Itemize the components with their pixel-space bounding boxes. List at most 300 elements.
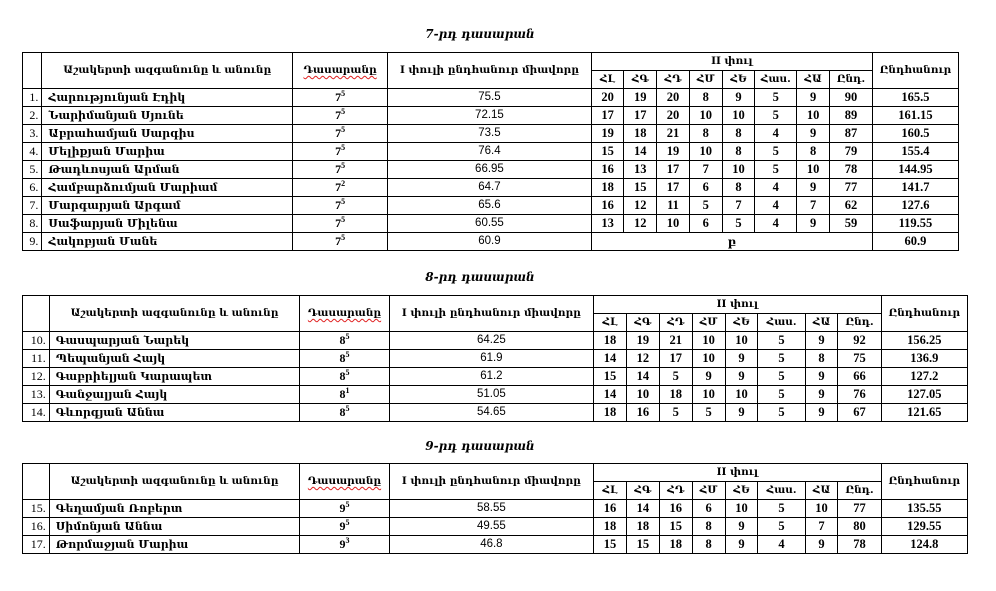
round2-score: 18 <box>594 404 627 422</box>
round2-score: 4 <box>758 536 805 554</box>
round2-score: 8 <box>689 125 722 143</box>
round2-score: 16 <box>594 500 627 518</box>
class-section: 5 <box>345 500 350 509</box>
round1-score: 60.55 <box>388 215 592 233</box>
row-number: 14. <box>23 404 50 422</box>
round2-score: 80 <box>838 518 881 536</box>
round2-score: 17 <box>659 350 692 368</box>
round2-score: 8 <box>692 536 725 554</box>
round2-score: 77 <box>838 500 881 518</box>
section-title-7: 7-րդ դասարան <box>425 27 535 41</box>
subheader-cell: ՀԴ <box>659 482 692 500</box>
round2-score: 14 <box>624 143 657 161</box>
header-class <box>300 464 389 500</box>
subheader-cell: Հաս. <box>758 482 805 500</box>
class-grade: 7 <box>335 180 342 194</box>
round2-score: 10 <box>797 107 830 125</box>
round2-score: 17 <box>657 161 690 179</box>
header-row <box>23 53 959 71</box>
row-number: 10. <box>23 332 50 350</box>
subheader-cell: Ընդ. <box>838 482 881 500</box>
round2-score: 9 <box>725 368 758 386</box>
row-number: 11. <box>23 350 50 368</box>
table-row <box>23 404 968 422</box>
total-score: 141.7 <box>872 179 958 197</box>
round1-score: 61.2 <box>389 368 593 386</box>
total-score: 127.6 <box>872 197 958 215</box>
student-name: Գաբրիելյան Կարապետ <box>49 368 300 386</box>
class-grade: 7 <box>335 90 342 104</box>
round2-score: 16 <box>591 197 624 215</box>
student-name: Գևորգյան Աննա <box>49 404 300 422</box>
round2-score: 5 <box>689 197 722 215</box>
round2-score: 9 <box>797 215 830 233</box>
student-name: Գանջալյան Հայկ <box>49 386 300 404</box>
subheader-cell: ՀԵ <box>725 482 758 500</box>
header-round1: I փուլի ընդհանուր միավորը <box>389 464 593 500</box>
round2-score: 9 <box>725 536 758 554</box>
student-class <box>300 386 389 404</box>
total-score: 121.65 <box>881 404 967 422</box>
round2-score: 10 <box>805 500 838 518</box>
class-grade: 8 <box>339 333 346 347</box>
row-number: 16. <box>23 518 50 536</box>
class-grade: 8 <box>339 405 346 419</box>
row-number: 13. <box>23 386 50 404</box>
round2-score: 9 <box>725 404 758 422</box>
student-class <box>300 404 389 422</box>
round2-score: 5 <box>659 368 692 386</box>
class-section: 5 <box>341 233 346 242</box>
round2-score: 4 <box>755 179 797 197</box>
round2-score: 16 <box>626 404 659 422</box>
table-row <box>23 89 959 107</box>
round2-score: 15 <box>594 536 627 554</box>
round2-score: 8 <box>805 350 838 368</box>
class-section: 5 <box>345 404 350 413</box>
class-section: 5 <box>345 368 350 377</box>
round2-score: 6 <box>689 179 722 197</box>
round2-score: 9 <box>797 125 830 143</box>
round2-score: 7 <box>689 161 722 179</box>
round2-score: 18 <box>624 125 657 143</box>
round2-score: 5 <box>755 161 797 179</box>
round2-score: 16 <box>659 500 692 518</box>
total-score: 156.25 <box>881 332 967 350</box>
student-class <box>300 518 389 536</box>
student-class <box>300 368 389 386</box>
subheader-cell: ՀԳ <box>626 482 659 500</box>
student-name: Թադևոսյան Արման <box>42 161 293 179</box>
row-number: 15. <box>23 500 50 518</box>
table-row <box>23 143 959 161</box>
header-number <box>23 296 50 332</box>
round2-score: 15 <box>591 143 624 161</box>
student-class <box>300 332 389 350</box>
row-number: 8. <box>23 215 42 233</box>
row-number: 5. <box>23 161 42 179</box>
round2-absent-note: բ <box>591 233 872 251</box>
round1-score: 64.25 <box>389 332 593 350</box>
header-class-label: Դասարանը <box>303 64 377 76</box>
round2-score: 10 <box>689 107 722 125</box>
table-row <box>23 215 959 233</box>
total-score: 160.5 <box>872 125 958 143</box>
round2-score: 7 <box>805 518 838 536</box>
round2-score: 10 <box>725 500 758 518</box>
student-class <box>293 233 388 251</box>
table-row <box>23 386 968 404</box>
round1-score: 46.8 <box>389 536 593 554</box>
round2-score: 18 <box>659 386 692 404</box>
round2-score: 5 <box>758 518 805 536</box>
class-grade: 9 <box>339 519 346 533</box>
subheader-cell: ՀՄ <box>689 71 722 89</box>
round2-score: 18 <box>626 518 659 536</box>
student-name: Գասպարյան Նարեկ <box>49 332 300 350</box>
round2-score: 77 <box>829 179 872 197</box>
student-class <box>293 197 388 215</box>
round1-score: 49.55 <box>389 518 593 536</box>
round2-score: 89 <box>829 107 872 125</box>
subheader-cell: ՀԴ <box>657 71 690 89</box>
round2-score: 78 <box>838 536 881 554</box>
round1-score: 73.5 <box>388 125 592 143</box>
student-class <box>293 107 388 125</box>
class-section: 5 <box>345 350 350 359</box>
header-class <box>300 296 389 332</box>
subheader-cell: ՀԼ <box>591 71 624 89</box>
round2-score: 17 <box>624 107 657 125</box>
class-section: 5 <box>341 89 346 98</box>
round1-score: 58.55 <box>389 500 593 518</box>
subheader-cell: Ընդ. <box>829 71 872 89</box>
class-section: 1 <box>345 386 350 395</box>
row-number: 7. <box>23 197 42 215</box>
student-class <box>293 143 388 161</box>
round2-score: 7 <box>722 197 755 215</box>
table-row <box>23 197 959 215</box>
round2-score: 8 <box>689 89 722 107</box>
header-total: Ընդհանուր <box>881 296 967 332</box>
round2-score: 19 <box>591 125 624 143</box>
header-round2: II փուլ <box>594 464 882 482</box>
header-round1: I փուլի ընդհանուր միավորը <box>389 296 593 332</box>
total-score: 127.2 <box>881 368 967 386</box>
table-row <box>23 125 959 143</box>
subheader-cell: ՀԼ <box>594 314 627 332</box>
round2-score: 78 <box>829 161 872 179</box>
round2-score: 9 <box>805 536 838 554</box>
class-section: 3 <box>345 536 350 545</box>
round2-score: 5 <box>758 404 805 422</box>
subheader-cell: ՀԵ <box>725 314 758 332</box>
row-number: 17. <box>23 536 50 554</box>
round2-score: 10 <box>689 143 722 161</box>
header-row <box>23 296 968 314</box>
row-number: 3. <box>23 125 42 143</box>
round2-score: 18 <box>594 518 627 536</box>
round2-score: 79 <box>829 143 872 161</box>
round2-score: 5 <box>758 368 805 386</box>
round2-score: 20 <box>657 107 690 125</box>
table-row <box>23 332 968 350</box>
round2-score: 90 <box>829 89 872 107</box>
subheader-cell: ՀԴ <box>659 314 692 332</box>
student-name: Սաֆարյան Միլենա <box>42 215 293 233</box>
round2-score: 11 <box>657 197 690 215</box>
round2-score: 4 <box>755 197 797 215</box>
round2-score: 15 <box>626 536 659 554</box>
round2-score: 17 <box>657 179 690 197</box>
round2-score: 14 <box>626 500 659 518</box>
total-score: 136.9 <box>881 350 967 368</box>
student-class <box>293 215 388 233</box>
row-number: 12. <box>23 368 50 386</box>
header-total: Ընդհանուր <box>881 464 967 500</box>
student-name: Գեղամյան Ռոբերտ <box>49 500 300 518</box>
total-score: 135.55 <box>881 500 967 518</box>
round2-score: 5 <box>758 350 805 368</box>
table-row <box>23 107 959 125</box>
total-score: 127.05 <box>881 386 967 404</box>
results-table-grade-7 <box>22 52 959 251</box>
class-grade: 9 <box>339 537 346 551</box>
class-section: 5 <box>345 332 350 341</box>
class-grade: 8 <box>339 369 346 383</box>
table-row <box>23 500 968 518</box>
round2-score: 6 <box>689 215 722 233</box>
round2-score: 9 <box>722 89 755 107</box>
round1-score: 61.9 <box>389 350 593 368</box>
subheader-cell: ՀԱ <box>797 71 830 89</box>
student-class <box>300 350 389 368</box>
round2-score: 8 <box>692 518 725 536</box>
class-grade: 7 <box>335 234 342 248</box>
header-class-label: Դասարանը <box>307 475 382 487</box>
results-table-grade-8 <box>22 295 968 422</box>
class-grade: 8 <box>339 387 346 401</box>
round2-score: 6 <box>692 500 725 518</box>
subheader-cell: Հաս. <box>755 71 797 89</box>
round2-score: 9 <box>692 368 725 386</box>
student-name: Հակոբյան Մանե <box>42 233 293 251</box>
round2-score: 87 <box>829 125 872 143</box>
row-number: 9. <box>23 233 42 251</box>
round2-score: 8 <box>722 179 755 197</box>
subheader-cell: Հաս. <box>758 314 805 332</box>
header-round2: II փուլ <box>591 53 872 71</box>
class-grade: 7 <box>335 162 342 176</box>
round2-score: 8 <box>722 125 755 143</box>
round2-score: 5 <box>755 89 797 107</box>
class-section: 5 <box>341 197 346 206</box>
round2-score: 19 <box>657 143 690 161</box>
round2-score: 21 <box>657 125 690 143</box>
subheader-cell: ՀԳ <box>624 71 657 89</box>
student-name: Թորմաջյան Մարիա <box>49 536 300 554</box>
header-round1: I փուլի ընդհանուր միավորը <box>388 53 592 89</box>
round2-score: 67 <box>838 404 881 422</box>
round2-score: 10 <box>725 386 758 404</box>
round2-score: 5 <box>758 386 805 404</box>
round2-score: 5 <box>758 332 805 350</box>
round1-score: 75.5 <box>388 89 592 107</box>
student-class <box>293 179 388 197</box>
round2-score: 12 <box>624 215 657 233</box>
round2-score: 13 <box>624 161 657 179</box>
class-grade: 7 <box>335 108 342 122</box>
round2-score: 17 <box>591 107 624 125</box>
table-row <box>23 518 968 536</box>
student-class <box>293 125 388 143</box>
total-score: 165.5 <box>872 89 958 107</box>
total-score: 119.55 <box>872 215 958 233</box>
round2-score: 75 <box>838 350 881 368</box>
round2-score: 5 <box>755 143 797 161</box>
row-number: 1. <box>23 89 42 107</box>
class-grade: 7 <box>335 216 342 230</box>
round2-score: 12 <box>626 350 659 368</box>
round2-score: 5 <box>758 500 805 518</box>
class-grade: 7 <box>335 198 342 212</box>
round2-score: 10 <box>657 215 690 233</box>
header-number <box>23 53 42 89</box>
round2-score: 13 <box>591 215 624 233</box>
table-row <box>23 536 968 554</box>
class-grade: 9 <box>339 501 346 515</box>
round2-score: 14 <box>626 368 659 386</box>
header-number <box>23 464 50 500</box>
round2-score: 5 <box>692 404 725 422</box>
class-section: 5 <box>341 143 346 152</box>
round2-score: 16 <box>591 161 624 179</box>
student-class <box>300 500 389 518</box>
round2-score: 9 <box>797 179 830 197</box>
header-name: Աշակերտի ազգանունը և անունը <box>49 464 300 500</box>
results-table-grade-9 <box>22 463 968 554</box>
student-name: Նարիմանյան Սյունե <box>42 107 293 125</box>
class-section: 5 <box>341 125 346 134</box>
student-name: Մելիքյան Մարիա <box>42 143 293 161</box>
round2-score: 10 <box>725 332 758 350</box>
round2-score: 76 <box>838 386 881 404</box>
round2-score: 9 <box>805 386 838 404</box>
total-score: 161.15 <box>872 107 958 125</box>
section-title-9: 9-րդ դասարան <box>425 439 535 453</box>
round2-score: 62 <box>829 197 872 215</box>
round2-score: 20 <box>591 89 624 107</box>
student-name: Հարությունյան Էդիկ <box>42 89 293 107</box>
round2-score: 10 <box>722 107 755 125</box>
round2-score: 9 <box>805 404 838 422</box>
round2-score: 5 <box>659 404 692 422</box>
class-section: 2 <box>341 179 346 188</box>
round1-score: 60.9 <box>388 233 592 251</box>
round2-score: 5 <box>722 215 755 233</box>
class-section: 5 <box>341 161 346 170</box>
student-name: Սիմոնյան Աննա <box>49 518 300 536</box>
round2-score: 21 <box>659 332 692 350</box>
class-grade: 7 <box>335 144 342 158</box>
round2-score: 12 <box>624 197 657 215</box>
round2-score: 18 <box>659 536 692 554</box>
subheader-cell: ՀԱ <box>805 314 838 332</box>
student-name: Մարգարյան Արգամ <box>42 197 293 215</box>
round2-score: 10 <box>692 332 725 350</box>
header-class <box>293 53 388 89</box>
round2-score: 5 <box>755 107 797 125</box>
row-number: 2. <box>23 107 42 125</box>
round2-score: 15 <box>624 179 657 197</box>
row-number: 4. <box>23 143 42 161</box>
round1-score: 64.7 <box>388 179 592 197</box>
subheader-cell: ՀՄ <box>692 314 725 332</box>
subheader-cell: ՀԵ <box>722 71 755 89</box>
round2-score: 15 <box>594 368 627 386</box>
student-class <box>293 161 388 179</box>
round2-score: 92 <box>838 332 881 350</box>
round1-score: 66.95 <box>388 161 592 179</box>
round2-score: 20 <box>657 89 690 107</box>
total-score: 129.55 <box>881 518 967 536</box>
round2-score: 59 <box>829 215 872 233</box>
round2-score: 8 <box>722 143 755 161</box>
total-score: 144.95 <box>872 161 958 179</box>
round2-score: 9 <box>805 332 838 350</box>
section-title-8: 8-րդ դասարան <box>425 270 535 284</box>
round2-score: 18 <box>594 332 627 350</box>
subheader-cell: ՀԱ <box>805 482 838 500</box>
total-score: 60.9 <box>872 233 958 251</box>
round2-score: 10 <box>692 350 725 368</box>
round2-score: 9 <box>805 368 838 386</box>
class-section: 5 <box>341 215 346 224</box>
round2-score: 15 <box>659 518 692 536</box>
round2-score: 10 <box>797 161 830 179</box>
round2-score: 9 <box>797 89 830 107</box>
round2-score: 4 <box>755 215 797 233</box>
round1-score: 76.4 <box>388 143 592 161</box>
round1-score: 65.6 <box>388 197 592 215</box>
round2-score: 19 <box>626 332 659 350</box>
round2-score: 14 <box>594 386 627 404</box>
round2-score: 10 <box>626 386 659 404</box>
subheader-cell: ՀՄ <box>692 482 725 500</box>
student-class <box>293 89 388 107</box>
round2-score: 7 <box>797 197 830 215</box>
subheader-cell: ՀԼ <box>594 482 627 500</box>
header-round2: II փուլ <box>594 296 882 314</box>
round2-score: 9 <box>725 518 758 536</box>
header-total: Ընդհանուր <box>872 53 958 89</box>
total-score: 155.4 <box>872 143 958 161</box>
student-name: Աբրահամյան Սարգիս <box>42 125 293 143</box>
round1-score: 51.05 <box>389 386 593 404</box>
table-row <box>23 350 968 368</box>
row-number: 6. <box>23 179 42 197</box>
round2-score: 9 <box>725 350 758 368</box>
class-grade: 7 <box>335 126 342 140</box>
round2-score: 14 <box>594 350 627 368</box>
class-section: 5 <box>345 518 350 527</box>
round2-score: 66 <box>838 368 881 386</box>
student-name: Համբարձումյան Մարիամ <box>42 179 293 197</box>
table-row <box>23 368 968 386</box>
round2-score: 10 <box>692 386 725 404</box>
round2-score: 18 <box>591 179 624 197</box>
table-row <box>23 179 959 197</box>
